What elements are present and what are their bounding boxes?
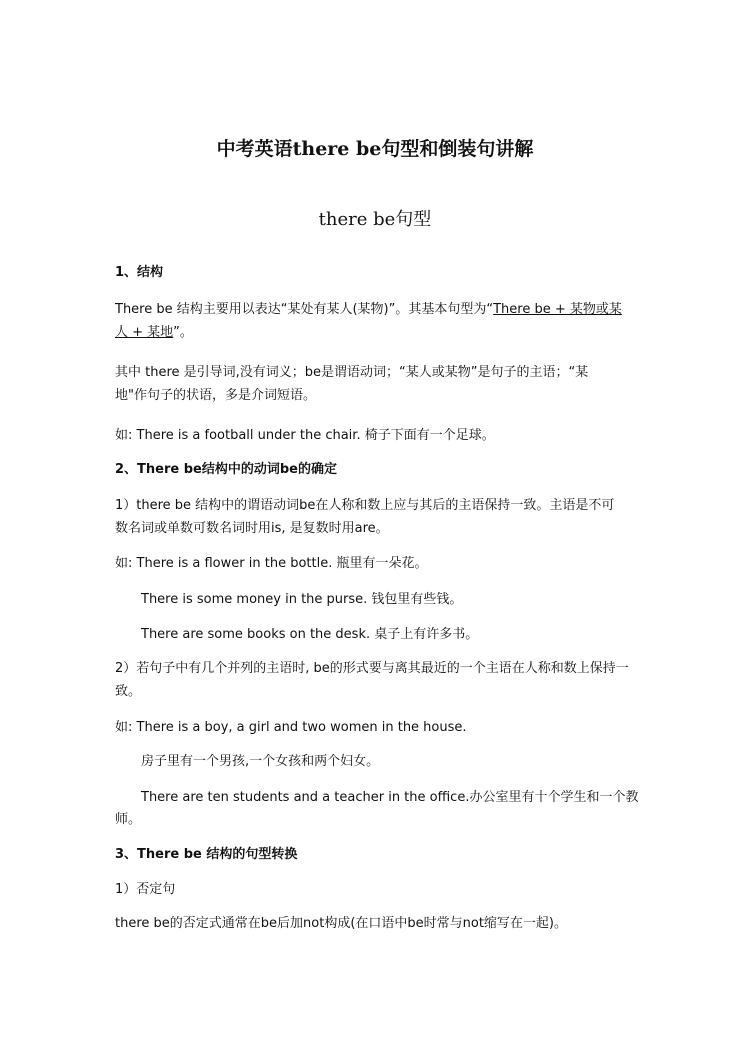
paragraph-line: 地"作句子的状语，多是介词短语。 (115, 388, 316, 403)
paragraph-line: 其中 there 是引导词,没有词义；be是谓语动词；“某人或某物”是句子的主语；“某 (115, 365, 589, 380)
underlined-pattern: There be + 某物或某 (493, 302, 622, 317)
paragraph-line: 2）若句子中有几个并列的主语时, be的形式要与离其最近的一个主语在人称和数上保持一 (115, 661, 629, 676)
paragraph-line (115, 324, 193, 342)
heading-verb-be: 2、There be结构中的动词be的确定 (115, 462, 337, 477)
example-line: 师。 (115, 812, 142, 827)
paragraph-line: 1）否定句 (115, 882, 176, 897)
example-line: There are some books on the desk. 桌子上有许多书。 (141, 627, 479, 642)
example-line: There is some money in the purse. 钱包里有些钱。 (141, 592, 463, 607)
example-line: 如: There is a flower in the bottle. 瓶里有一朵花。 (115, 556, 428, 571)
heading-sentence-conversion: 3、There be 结构的句型转换 (115, 847, 298, 862)
example-line: 如: There is a football under the chair. 椅子下面有一个足球。 (115, 428, 495, 443)
text-segment: ”。 (173, 325, 193, 340)
example-line: 如: There is a boy, a girl and two women in the house. (115, 720, 467, 735)
example-line: There are ten students and a teacher in the office.办公室里有十个学生和一个教 (141, 790, 639, 805)
text-segment: There be 结构主要用以表达“某处有某人(某物)”。其基本句型为“ (115, 302, 494, 317)
heading-structure: 1、结构 (115, 265, 164, 280)
paragraph-line: 致。 (115, 684, 142, 699)
paragraph-line: 数名词或单数可数名词时用is, 是复数时用are。 (115, 521, 389, 536)
document-title: 中考英语there be句型和倒装句讲解 (216, 138, 534, 160)
section-title: there be句型 (318, 209, 432, 230)
paragraph-line: there be的否定式通常在be后加not构成(在口语中be时常与not缩写在一起)。 (115, 916, 567, 931)
paragraph-line (115, 301, 622, 319)
paragraph-line: 1）there be 结构中的谓语动词be在人称和数上应与其后的主语保持一致。主语是不可 (115, 498, 615, 513)
underlined-pattern: 人 + 某地 (115, 325, 174, 340)
example-line: 房子里有一个男孩,一个女孩和两个妇女。 (141, 754, 380, 769)
